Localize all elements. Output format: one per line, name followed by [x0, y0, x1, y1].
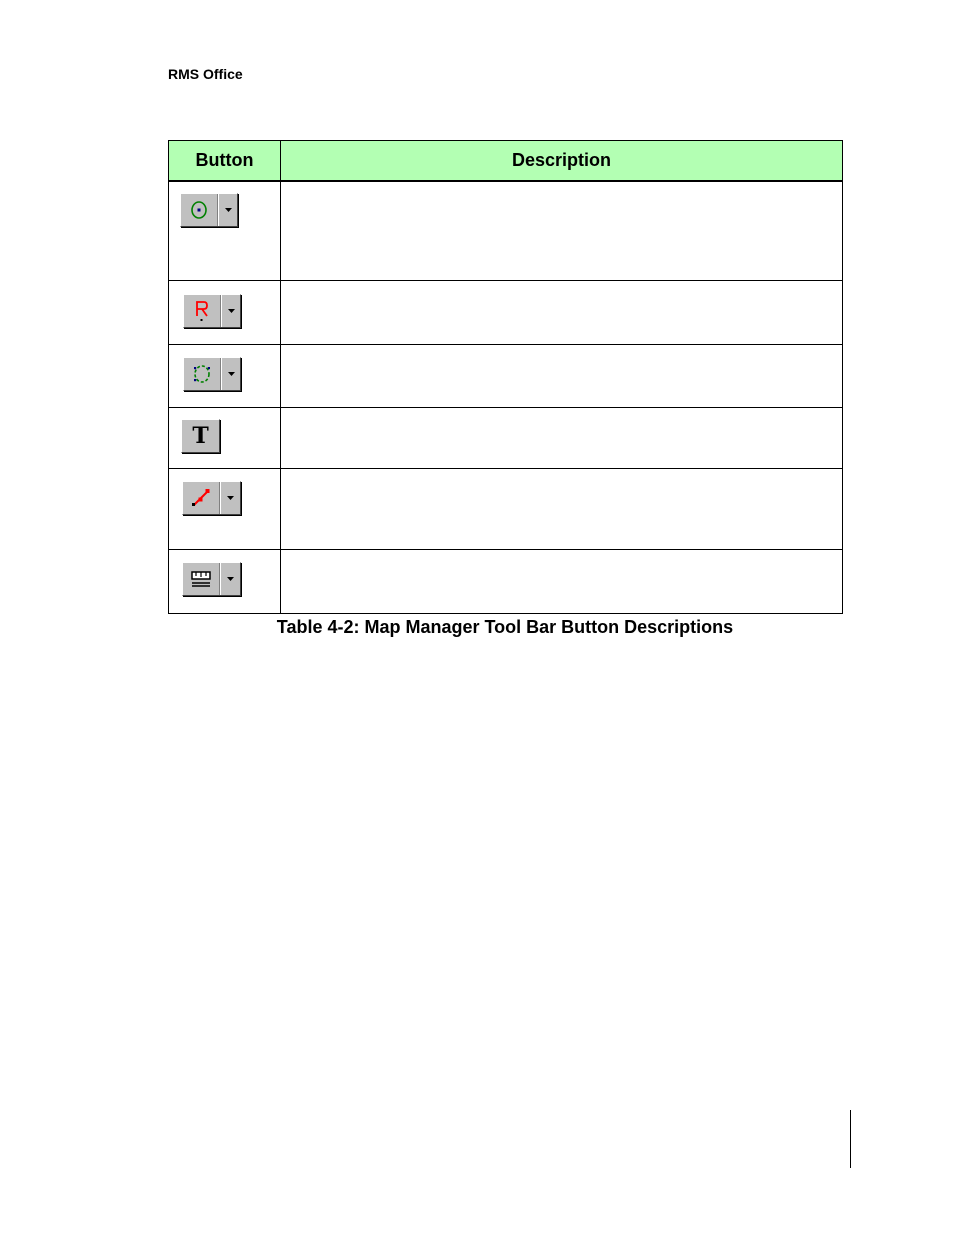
- dotted-circle-button[interactable]: [183, 357, 241, 391]
- route-button[interactable]: [183, 294, 241, 328]
- description-cell: [281, 181, 843, 280]
- table-row: [169, 344, 843, 407]
- measure-main[interactable]: [183, 563, 220, 595]
- chevron-down-icon: [227, 496, 234, 500]
- running-header: RMS Office: [168, 66, 243, 82]
- measure-ruler-icon: [189, 569, 213, 589]
- dropdown-arrow-button[interactable]: [220, 563, 239, 595]
- table-caption: Table 4-2: Map Manager Tool Bar Button Descriptions: [276, 617, 734, 637]
- line-segment-main[interactable]: [183, 482, 220, 514]
- dropdown-arrow-button[interactable]: [221, 295, 240, 327]
- button-cell: [169, 280, 281, 344]
- point-select-button[interactable]: [180, 193, 238, 227]
- table-row: [169, 280, 843, 344]
- dotted-circle-icon: [191, 363, 213, 385]
- point-select-icon: [189, 200, 209, 220]
- text-tool-icon: T: [192, 422, 209, 449]
- measure-button[interactable]: [182, 562, 241, 596]
- text-tool-main[interactable]: [182, 420, 219, 452]
- chevron-down-icon: [225, 208, 232, 212]
- chevron-down-icon: [227, 577, 234, 581]
- button-cell: [169, 344, 281, 407]
- description-cell: [281, 344, 843, 407]
- margin-rule: [850, 1110, 851, 1168]
- table-header-row: [169, 141, 843, 182]
- description-cell: [281, 407, 843, 468]
- line-segment-button[interactable]: [182, 481, 241, 515]
- table-row: [169, 468, 843, 549]
- button-description-table: [168, 140, 843, 614]
- dropdown-arrow-button[interactable]: [221, 358, 240, 390]
- description-cell: [281, 549, 843, 613]
- description-cell: [281, 280, 843, 344]
- route-main[interactable]: [184, 295, 221, 327]
- dotted-circle-main[interactable]: [184, 358, 221, 390]
- column-header-description: Description: [281, 141, 843, 182]
- description-cell: [281, 468, 843, 549]
- dropdown-arrow-button[interactable]: [220, 482, 239, 514]
- button-cell: [169, 468, 281, 549]
- button-cell: [169, 181, 281, 280]
- dropdown-arrow-button[interactable]: [218, 194, 237, 226]
- line-segment-icon: [189, 486, 213, 510]
- chevron-down-icon: [228, 309, 235, 313]
- table-row: [169, 181, 843, 280]
- column-header-button: Button: [169, 141, 281, 182]
- point-select-main[interactable]: [181, 194, 218, 226]
- table-row: [169, 407, 843, 468]
- route-r-icon: [192, 299, 212, 323]
- button-cell: [169, 549, 281, 613]
- text-tool-button[interactable]: [181, 419, 220, 453]
- button-cell: [169, 407, 281, 468]
- chevron-down-icon: [228, 372, 235, 376]
- table-row: [169, 549, 843, 613]
